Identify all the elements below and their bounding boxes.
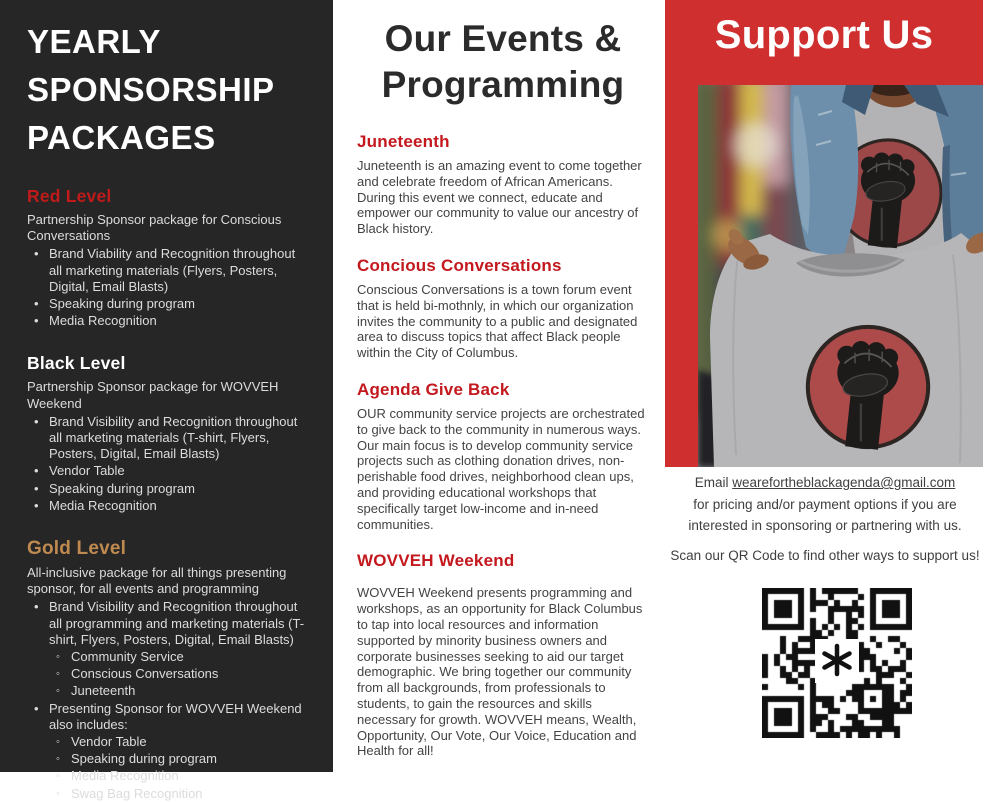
sub-list-item: ◦ Speaking during program [69, 751, 311, 767]
black-level-intro: Partnership Sponsor package for WOVVEH Weekend [27, 379, 279, 411]
list-item: • Brand Visibility and Recognition throughout all programming and marketing materials (T-shirt, Flyers, Posters, Digital, Email Blasts) [47, 599, 311, 648]
page-title [27, 18, 311, 162]
event-heading: WOVVEH Weekend [357, 551, 515, 571]
qr-code [762, 588, 912, 738]
support-title: Support Us [714, 13, 934, 57]
event-section-wovveh-weekend [357, 551, 649, 759]
email-line: interested in sponsoring or partnering with us. [688, 518, 962, 533]
list-item: • Brand Viability and Recognition throughout all marketing materials (Flyers, Posters, Digital, Email Blasts) [47, 246, 311, 295]
asterisk-logo-icon [815, 639, 859, 683]
email-link[interactable]: wearefortheblackagenda@gmail.com [732, 475, 956, 490]
title-line: Programming [381, 64, 625, 105]
event-heading: Juneteenth [357, 132, 450, 151]
gold-level-intro: All-inclusive package for all things presenting sponsor, for all events and programming [27, 565, 287, 597]
events-title [357, 16, 649, 108]
tshirt-photo [698, 85, 983, 467]
event-heading: Agenda Give Back [357, 379, 510, 399]
list-item: • Media Recognition [47, 498, 311, 514]
sub-list-item: ◦ Conscious Conversations [69, 666, 311, 682]
sub-list-item: ◦ Juneteenth [69, 683, 311, 699]
event-section-agenda-give-back [357, 380, 649, 532]
email-line: for pricing and/or payment options if you are [693, 496, 957, 512]
event-section-juneteenth [357, 132, 649, 237]
title-line: Our Events & [384, 18, 622, 59]
title-line: PACKAGES [27, 119, 216, 156]
black-level-heading: Black Level [27, 353, 126, 374]
red-level-list [27, 246, 311, 329]
sponsorship-panel [0, 0, 333, 801]
title-line: YEARLY [27, 23, 161, 60]
event-body: Juneteenth is an amazing event to come together and celebrate freedom of African Americans. During this event we connect, educate and empower our community to value our ancestry of Black history. [357, 158, 642, 237]
list-item: • Vendor Table [47, 463, 311, 479]
event-body: WOVVEH Weekend presents programming and workshops, as an opportunity for Black Columbus to tap into local resources and information supported by minority business owners and corporate businesses seeking to aid our target demographic. We bring together our community from all backgrounds, from professionals to students, to gain the resources and skills necessary for growth. WOVVEH means, Wealth, Opportunity, Our Vote, Our Voice, Education and Health for all! [357, 585, 643, 759]
list-item: • Speaking during program [47, 481, 311, 497]
black-level-section [27, 353, 311, 514]
red-level-heading: Red Level [27, 186, 112, 206]
event-section-concious-conversations [357, 256, 649, 361]
sub-list-item: ◦ Swag Bag Recognition [69, 786, 311, 802]
event-body: OUR community service projects are orchestrated to give back to the community in numerous ways. Our main focus is to develop community service projects such as clothing donation drives, non-perishable food drives, neighborhood clean ups, and providing educational workshops that specifically target low-income and in-need communities. [357, 405, 645, 532]
sub-list-item: ◦ Community Service [69, 649, 311, 665]
red-level-section [27, 186, 311, 329]
list-item: • Speaking during program [47, 296, 311, 312]
sub-list-item: ◦ Media Recognition [69, 768, 311, 784]
gold-presenting-sublist [47, 734, 311, 802]
gold-level-heading: Gold Level [27, 538, 127, 560]
red-level-intro: Partnership Sponsor package for Conscious Conversations [27, 212, 282, 244]
qr-caption: Scan our QR Code to find other ways to support us! [670, 548, 980, 563]
gold-level-list [27, 599, 311, 801]
list-item: • Presenting Sponsor for WOVVEH Weekend also includes: [47, 701, 311, 733]
title-line: SPONSORSHIP [27, 71, 275, 108]
black-level-list [27, 414, 311, 514]
events-panel [333, 0, 663, 772]
email-label: Email [694, 475, 733, 490]
raised-fist-icon [808, 327, 928, 450]
list-item: • Media Recognition [47, 313, 311, 329]
gold-level-section [27, 538, 311, 802]
list-item: • Brand Visibility and Recognition throughout all marketing materials (T-shirt, Flyers, Posters, Digital, Email Blasts) [47, 414, 311, 463]
email-text [652, 472, 998, 537]
event-body: Conscious Conversations is a town forum event that is held bi-mothnly, in which our organization invites the community to a public and designated area to discuss topics that affect Black people within the City of Columbus. [357, 281, 638, 361]
sub-list-item: ◦ Vendor Table [69, 734, 311, 750]
gold-marketing-sublist [47, 649, 311, 700]
event-heading: Concious Conversations [357, 255, 562, 275]
